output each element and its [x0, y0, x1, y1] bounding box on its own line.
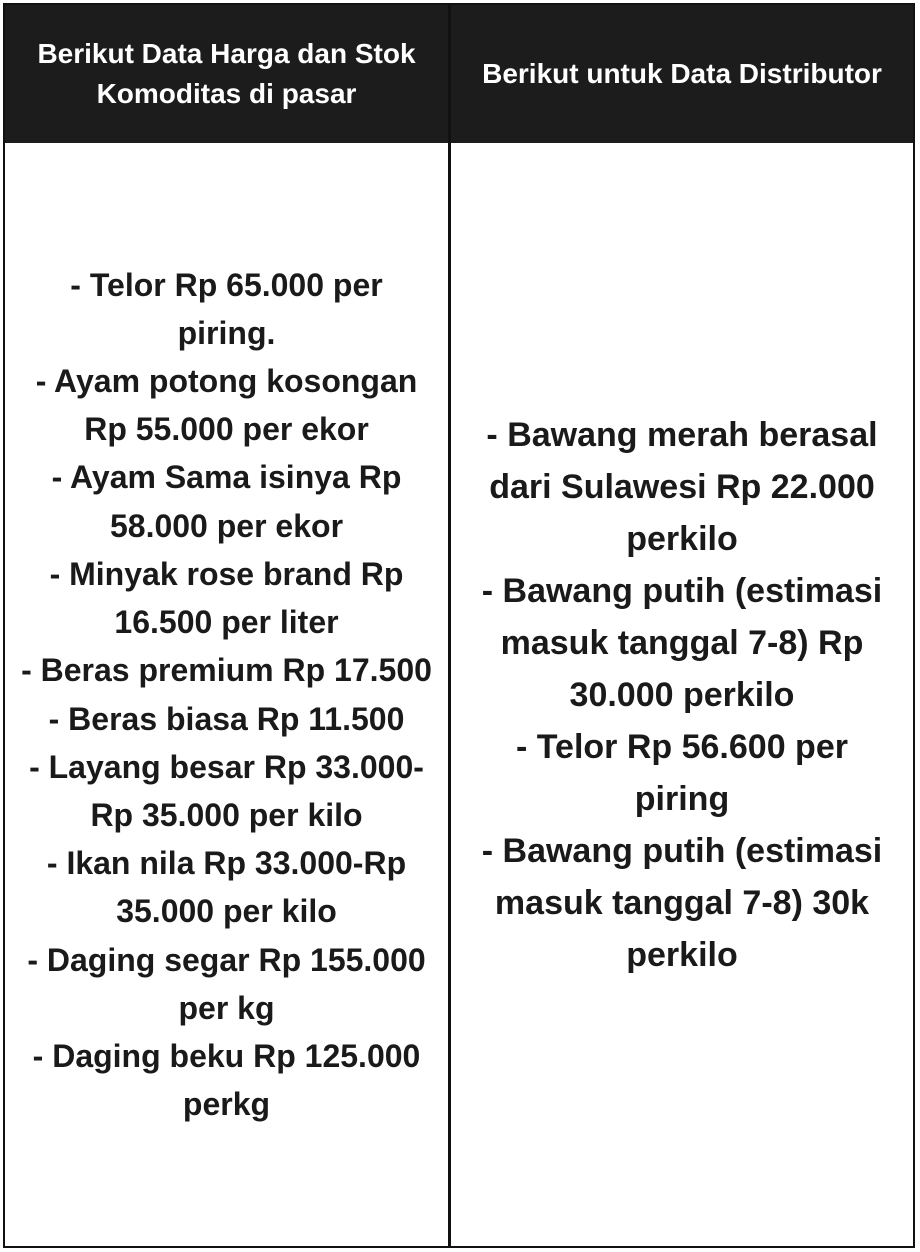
distributor-cell [451, 143, 913, 1246]
market-item: - Daging beku Rp 125.000 perkg [32, 1037, 421, 1123]
market-item: - Telor Rp 65.000 per piring. [70, 266, 383, 351]
distributor-item: - Bawang putih (estimasi masuk tanggal 7-8) 30k perkilo [481, 831, 883, 974]
market-item: - Ayam potong kosongan Rp 55.000 per ekor [35, 363, 418, 448]
commodity-price-table [3, 3, 915, 1248]
distributor-item: - Bawang merah berasal dari Sulawesi Rp 22.000 perkilo [486, 415, 878, 558]
market-item: - Ikan nila Rp 33.000-Rp 35.000 per kilo [46, 845, 407, 930]
header-market-prices-text: Berikut Data Harga dan Stok Komoditas di pasar [37, 38, 416, 109]
header-distributor [451, 5, 913, 143]
market-item: - Beras biasa Rp 11.500 [48, 700, 405, 737]
market-item: - Ayam Sama isinya Rp 58.000 per ekor [51, 459, 402, 544]
header-market-prices [5, 5, 451, 143]
market-item: - Minyak rose brand Rp 16.500 per liter [49, 555, 404, 641]
market-item: - Layang besar Rp 33.000-Rp 35.000 per kilo [29, 748, 424, 833]
header-distributor-text: Berikut untuk Data Distributor [482, 58, 882, 89]
market-prices-cell [5, 143, 451, 1246]
market-item: - Beras premium Rp 17.500 [21, 652, 432, 689]
market-item: - Daging segar Rp 155.000 per kg [27, 941, 426, 1026]
distributor-item: - Telor Rp 56.600 per piring [516, 727, 848, 818]
distributor-item: - Bawang putih (estimasi masuk tanggal 7-8) Rp 30.000 perkilo [481, 571, 883, 714]
